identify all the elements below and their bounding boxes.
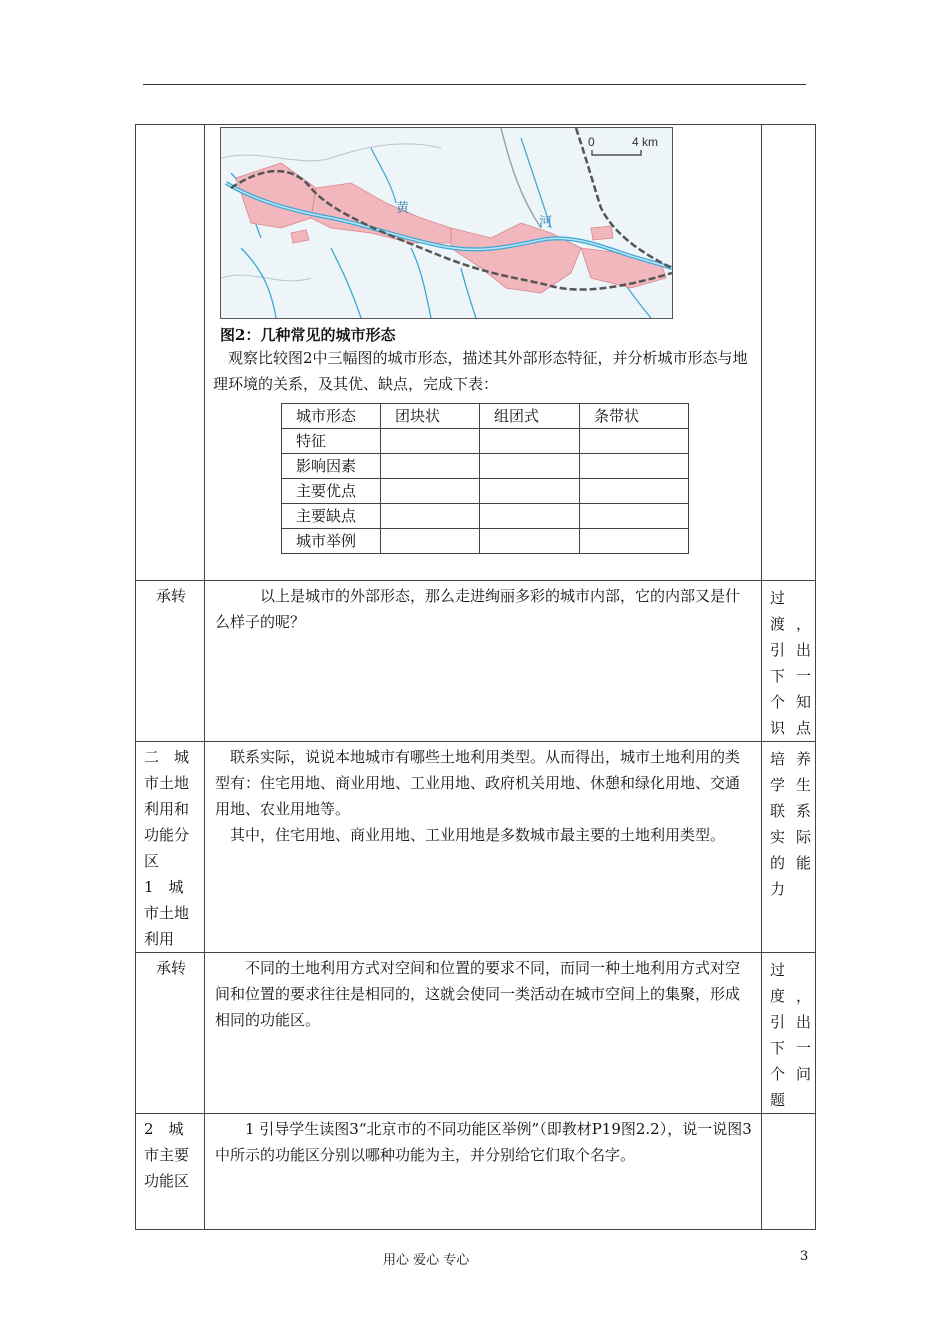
table-row <box>136 125 816 581</box>
label-line: 市主要 <box>144 1146 190 1164</box>
river-label-1: 黄 <box>396 201 410 216</box>
header-rule <box>143 84 806 85</box>
label-line: 市土地 <box>144 774 190 792</box>
page-number: 3 <box>800 1249 809 1264</box>
stage-label <box>136 742 205 953</box>
stage-content <box>205 742 762 953</box>
stage-label <box>136 1114 205 1230</box>
form-header-cell: 条带状 <box>580 404 689 429</box>
table-row <box>136 742 816 953</box>
label-line: 区 <box>144 852 160 870</box>
table-row <box>136 953 816 1114</box>
stage-content: 以上是城市的外部形态，那么走进绚丽多彩的城市内部，它的内部又是什么样子的呢？ <box>205 581 762 742</box>
label-line: 市土地 <box>144 904 190 922</box>
note-cell <box>762 125 816 581</box>
label-line: 二 城 <box>144 748 190 766</box>
city-map-svg <box>221 128 672 318</box>
footer-motto: 用心 爱心 专心 <box>383 1253 470 1268</box>
form-header-cell: 组团式 <box>480 404 580 429</box>
stage-note: 过度，引出下一个问题 <box>762 953 816 1114</box>
form-header-cell: 城市形态 <box>282 404 381 429</box>
table-row <box>136 581 816 742</box>
form-header-cell: 团块状 <box>381 404 480 429</box>
city-form-header-row <box>282 404 689 429</box>
city-form-table <box>281 403 689 554</box>
stage-note: 培养学生联系实际的能力 <box>762 742 816 953</box>
label-line: 利用和 <box>144 800 190 818</box>
stage-note <box>762 1114 816 1230</box>
form-row-label: 特征 <box>282 429 381 454</box>
label-line: 1 城 <box>144 878 184 896</box>
label-cell <box>136 125 205 581</box>
form-row-label: 主要优点 <box>282 479 381 504</box>
form-row-label: 影响因素 <box>282 454 381 479</box>
stage-content: 1 引导学生读图3“北京市的不同功能区举例”（即教材P19图2.2），说一说图3中所示的功能区分别以哪种功能为主，并分别给它们取个名字。 <box>205 1114 762 1230</box>
scale-zero-label: 0 <box>588 135 595 149</box>
table-row <box>136 1114 816 1230</box>
city-form-row <box>282 504 689 529</box>
city-form-row <box>282 529 689 554</box>
city-form-row <box>282 429 689 454</box>
figure-caption: 图2：几种常见的城市形态 <box>220 326 396 344</box>
stage-label: 承转 <box>136 581 205 742</box>
observe-instructions: 观察比较图2中三幅图的城市形态，描述其外部形态特征，并分析城市形态与地理环境的关系，及其优、缺点，完成下表： <box>213 349 748 393</box>
city-form-row <box>282 479 689 504</box>
label-line: 利用 <box>144 930 175 948</box>
form-row-label: 主要缺点 <box>282 504 381 529</box>
stage-label: 承转 <box>136 953 205 1114</box>
stage-note: 过渡，引出下一个知识点 <box>762 581 816 742</box>
label-line: 功能分 <box>144 826 190 844</box>
scale-km-label: 4 km <box>632 135 659 149</box>
lesson-table <box>135 124 816 1230</box>
city-map-figure <box>220 127 673 319</box>
paragraph: 其中，住宅用地、商业用地、工业用地是多数城市最主要的土地利用类型。 <box>230 826 726 844</box>
form-row-label: 城市举例 <box>282 529 381 554</box>
river-label-2: 河 <box>539 215 553 230</box>
stage-content: 不同的土地利用方式对空间和位置的要求不同，而同一种土地利用方式对空间和位置的要求往往是相同的，这就会使同一类活动在城市空间上的集聚，形成相同的功能区。 <box>205 953 762 1114</box>
city-form-row <box>282 454 689 479</box>
label-line: 功能区 <box>144 1172 190 1190</box>
paragraph: 联系实际，说说本地城市有哪些土地利用类型。从而得出，城市土地利用的类型有：住宅用地、商业用地、工业用地、政府机关用地、休憩和绿化用地、交通用地、农业用地等。 <box>215 748 741 818</box>
label-line: 2 城 <box>144 1120 184 1138</box>
content-cell <box>205 125 762 581</box>
